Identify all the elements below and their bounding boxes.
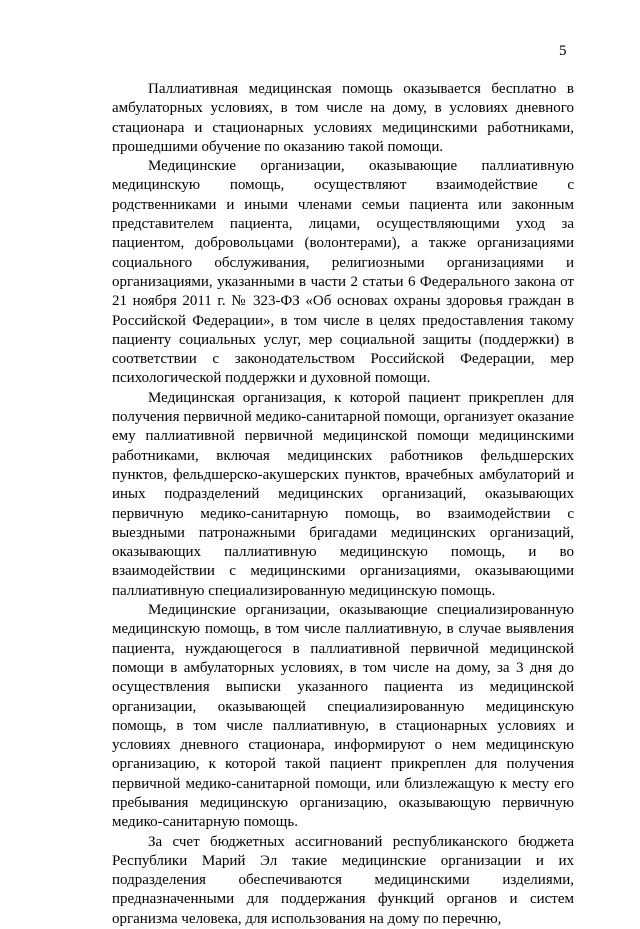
- paragraph-specialized-care-notification: Медицинские организации, оказывающие специализированную медицинскую помощь, в том числе паллиативную, в случае выявления пациента, нуждающегося в паллиативной первичной медицинской помощи в амбулаторных условиях, в том числе на дому, за 3 дня до осуществления выписки указанного пациента из медицинской организации, оказывающей специализированную медицинскую помощь, в том числе паллиативную, в стационарных условиях и условиях дневного стационара, информируют о нем медицинскую организацию, к которой такой пациент прикреплен для получения первичной медико-санитарной помощи, или близлежащую к месту его пребывания медицинскую организацию, оказывающую первичную медико-санитарную помощь.: [112, 602, 574, 831]
- paragraph-budget-funding: За счет бюджетных ассигнований республиканского бюджета Республики Марий Эл такие медицинские организации и их подразделения обеспечиваются медицинскими изделиями, предназначенными для поддержания функций органов и систем организма человека, для использования на дому по перечню,: [112, 833, 574, 927]
- paragraph-palliative-care-free: Паллиативная медицинская помощь оказывается бесплатно в амбулаторных условиях, в том числе на дому, в условиях дневного стационара и стационарных условиях медицинскими работниками, прошедшими обучение по оказанию такой помощи.: [112, 81, 574, 155]
- page-number: 5: [559, 43, 567, 59]
- paragraph-organizations-interaction: Медицинские организации, оказывающие паллиативную медицинскую помощь, осуществляют взаимодействие с родственниками и иными членами семьи пациента или законным представителем пациента, лицами, осуществляющими уход за пациентом, добровольцами (волонтерами), а также организациями социального обслуживания, религиозными организациями и организациями, указанными в части 2 статьи 6 Федерального закона от 21 ноября 2011 г. № 323-ФЗ «Об основах охраны здоровья граждан в Российской Федерации», в том числе в целях предоставления такому пациенту социальных услуг, мер социальной защиты (поддержки) в соответствии с законодательством Российской Федерации, мер психологической поддержки и духовной помощи.: [112, 158, 574, 387]
- paragraph-primary-care-organization: Медицинская организация, к которой пациент прикреплен для получения первичной медико-санитарной помощи, организует оказание ему паллиативной первичной медицинской помощи медицинскими работниками, включая медицинских работников фельдшерских пунктов, фельдшерско-акушерских пунктов, врачебных амбулаторий и иных подразделений медицинских организаций, оказывающих первичную медико-санитарную помощь, во взаимодействии с выездными патронажными бригадами медицинских организаций, оказывающих паллиативную медицинскую помощь, и во взаимодействии с медицинскими организациями, оказывающими паллиативную специализированную медицинскую помощь.: [112, 389, 574, 599]
- document-body: [112, 80, 574, 929]
